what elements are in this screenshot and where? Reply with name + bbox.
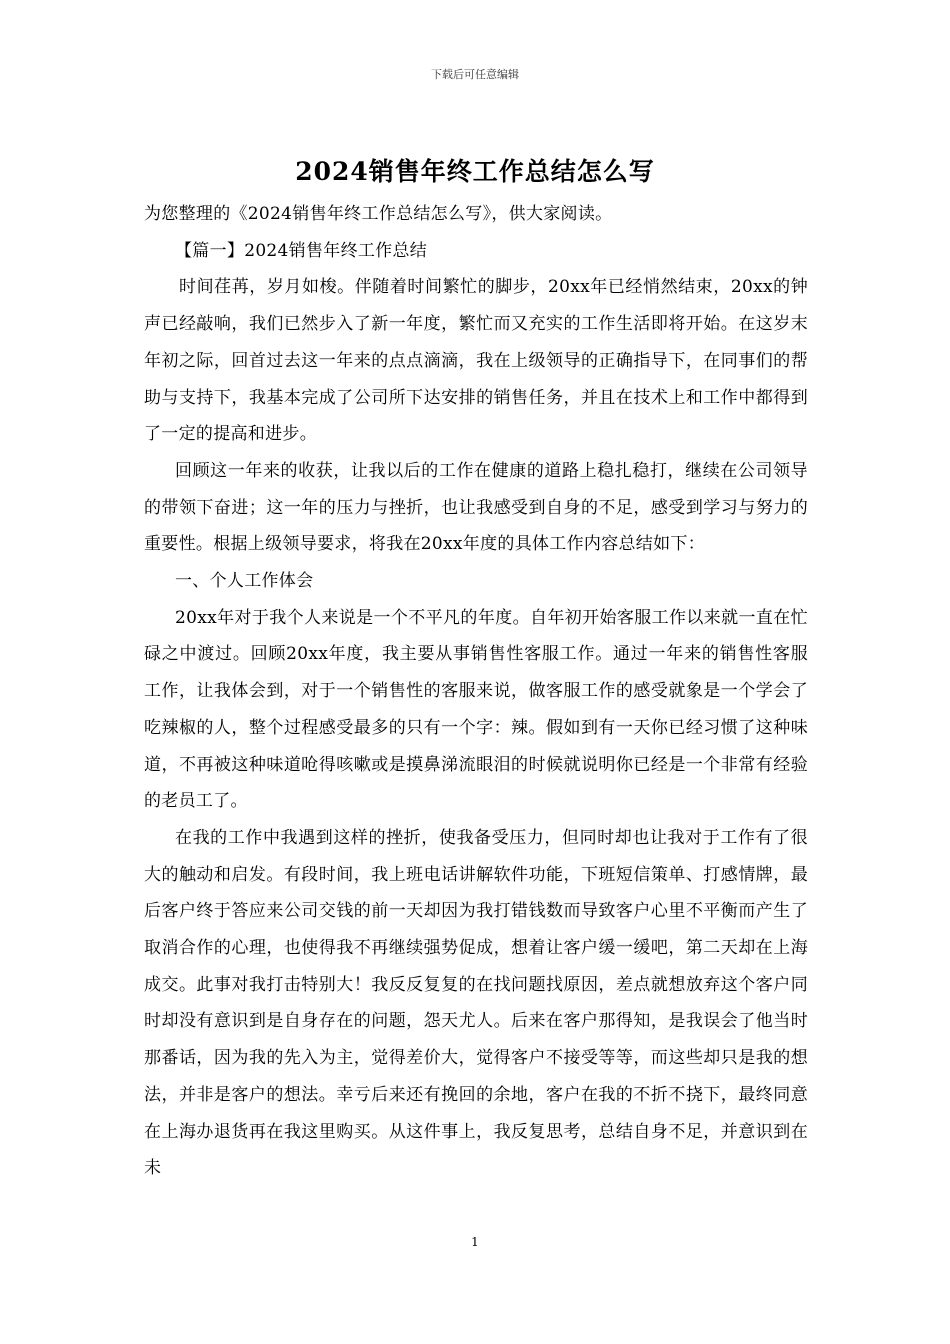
body-paragraph: 20xx年对于我个人来说是一个不平凡的年度。自年初开始客服工作以来就一直在忙碌之中渡过。回顾20xx年度，我主要从事销售性客服工作。通过一年来的销售性客服工作，让我体会到，对于一个销售性的客服来说，做客服工作的感受就象是一个学会了吃辣椒的人，整个过程感受最多的只有一个字：辣。假如到有一天你已经习惯了这种味道，不再被这种味道呛得咳嗽或是摸鼻涕流眼泪的时候就说明你已经是一个非常有经验的老员工了。 xyxy=(144,607,808,812)
body-paragraph: 在我的工作中我遇到这样的挫折，使我备受压力，但同时却也让我对于工作有了很大的触动和启发。有段时间，我上班电话讲解软件功能，下班短信策单、打感情牌，最后客户终于答应来公司交钱的前一天却因为我打错钱数而导致客户心里不平衡而产生了取消合作的心理，也使得我不再继续强势促成，想着让客户缓一缓吧，第二天却在上海成交。此事对我打击特别大！我反反复复的在找问题找原因，差点就想放弃这个客户同时却没有意识到是自身存在的问题，怨天尤人。后来在客户那得知，是我误会了他当时那番话，因为我的先入为主，觉得差价大，觉得客户不接受等等，而这些却只是我的想法，并非是客户的想法。幸亏后来还有挽回的余地，客户在我的不折不挠下，最终同意在上海办退货再在我这里购买。从这件事上，我反复思考，总结自身不足，并意识到在未 xyxy=(144,827,808,1179)
intro-paragraph: 为您整理的《2024销售年终工作总结怎么写》，供大家阅读。 xyxy=(144,204,613,224)
header-note: 下载后可任意编辑 xyxy=(431,68,519,81)
section-heading: 一、个人工作体会 xyxy=(175,571,314,592)
document-body xyxy=(144,196,808,1187)
body-paragraph: 时间荏苒，岁月如梭。伴随着时间繁忙的脚步，20xx年已经悄然结束，20xx的钟声已经敲响，我们已然步入了新一年度，繁忙而又充实的工作生活即将开始。在这岁末年初之际，回首过去这一年来的点点滴滴，我在上级领导的正确指导下，在同事们的帮助与支持下，我基本完成了公司所下达安排的销售任务，并且在技术上和工作中都得到了一定的提高和进步。 xyxy=(144,277,808,445)
section-label: 【篇一】2024销售年终工作总结 xyxy=(175,240,428,261)
body-paragraph: 回顾这一年来的收获，让我以后的工作在健康的道路上稳扎稳打，继续在公司领导的带领下奋进；这一年的压力与挫折，也让我感受到自身的不足，感受到学习与努力的重要性。根据上级领导要求，将我在20xx年度的具体工作内容总结如下： xyxy=(144,460,808,555)
page-number: 1 xyxy=(471,1235,479,1249)
document-title: 2024销售年终工作总结怎么写 xyxy=(295,157,655,186)
